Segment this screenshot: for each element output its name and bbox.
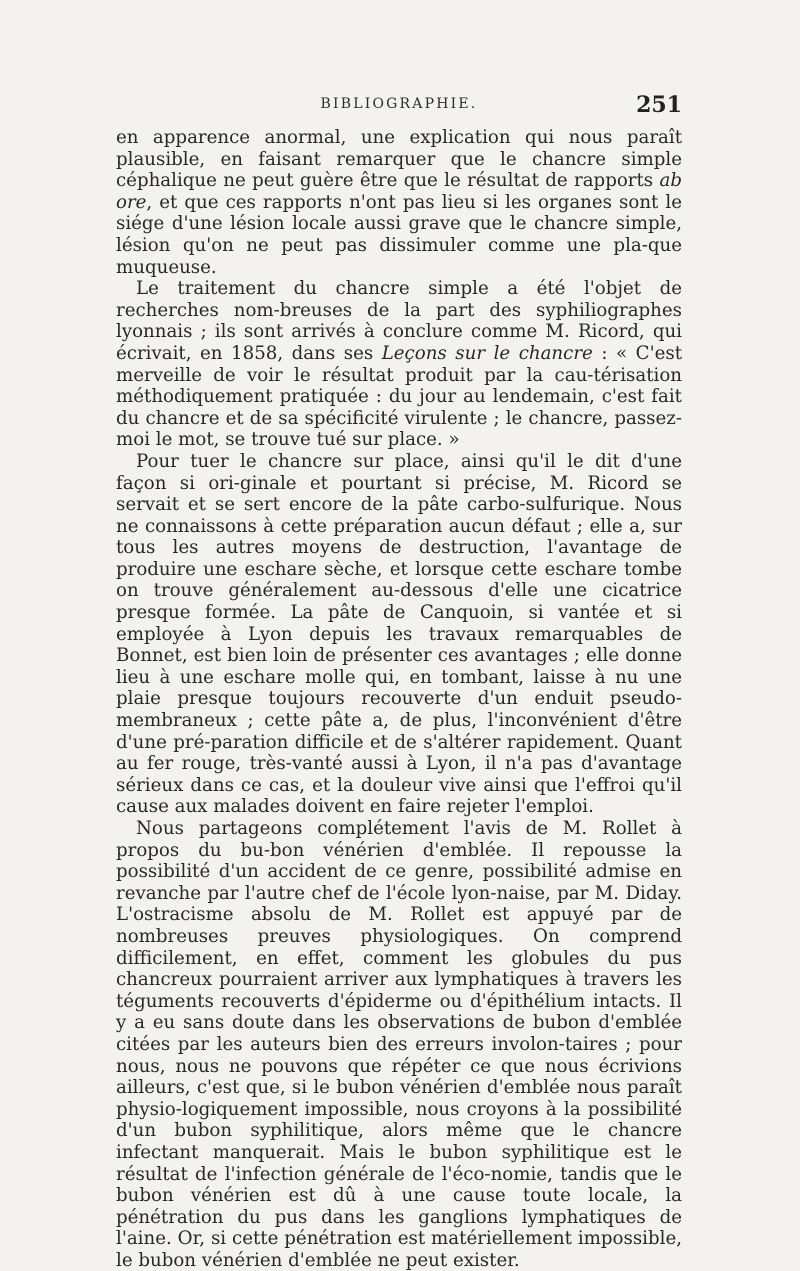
paragraph: [116, 278, 682, 451]
paragraph: [116, 451, 682, 818]
text-run: en apparence anormal, une explication qui nous paraît plausible, en faisant remarquer que le chancre simple céphalique ne peut guère être que le résultat de rapports: [116, 127, 682, 192]
body-text: [116, 127, 682, 1271]
paragraph: [116, 127, 682, 278]
text-run: : « C'est merveille de voir le résultat produit par la cau-térisation méthodiquement pratiquée : du jour au lendemain, c'est fait du chancre et de sa spécificité virulente ; le chancre, passez-moi le mot, se trouve tué sur place. »: [116, 342, 683, 451]
text-run: Nous partageons complétement l'avis de M. Rollet à propos du bu-bon vénérien d'emblée. Il repousse la possibilité d'un accident de ce genre, possibilité admise en revanche par l'autre chef de l'école lyon-naise, par M. Diday. L'ostracisme absolu de M. Rollet est appuyé par de nombreuses preuves physiologiques. On comprend difficilement, en effet, comment les globules du pus chancreux pourraient arriver aux lymphatiques à travers les téguments recouverts d'épiderme ou d'épithélium intacts. Il y a eu sans doute dans les observations de bubon d'emblée citées par les auteurs bien des erreurs involon-taires ; pour nous, nous ne pouvons que répéter ce que nous écrivions ailleurs, c'est que, si le bubon vénérien d'emblée nous paraît physio-logiquement impossible, nous croyons à la possibilité d'un bubon syphilitique, alors même que le chancre infectant manquerait. Mais le bubon syphilitique est le résultat de l'infection générale de l'éco-nomie, tandis que le bubon vénérien est dû à une cause toute locale, la pénétration du pus dans les ganglions lymphatiques de l'aine. Or, si cette pénétration est matériellement impossible, le bubon vénérien d'emblée ne peut exister.: [116, 818, 682, 1271]
paragraph: [116, 818, 682, 1271]
running-title: BIBLIOGRAPHIE.: [320, 96, 478, 112]
italic-text-run: Leçons sur le chancre: [381, 342, 593, 364]
running-head: [116, 92, 682, 122]
page-number: 251: [636, 92, 682, 118]
text-run: , et que ces rapports n'ont pas lieu si les organes sont le siége d'une lésion locale aussi grave que le chancre simple, lésion qu'on ne peut pas dissimuler comme une pla-que muqueuse.: [116, 191, 682, 278]
text-run: Pour tuer le chancre sur place, ainsi qu'il le dit d'une façon si ori-ginale et pourtant si précise, M. Ricord se servait et se sert encore de la pâte carbo-sulfurique. Nous ne connaissons à cette préparation aucun défaut ; elle a, sur tous les autres moyens de destruction, l'avantage de produire une eschare sèche, et lorsque cette eschare tombe on trouve généralement au-dessous d'elle une cicatrice presque formée. La pâte de Canquoin, si vantée et si employée à Lyon depuis les travaux remarquables de Bonnet, est bien loin de présenter ces avantages ; elle donne lieu à une eschare molle qui, en tombant, laisse à nu une plaie presque toujours recouverte d'un enduit pseudo-membraneux ; cette pâte a, de plus, l'inconvénient d'être d'une pré-paration difficile et de s'altérer rapidement. Quant au fer rouge, très-vanté aussi à Lyon, il n'a pas d'avantage sérieux dans ce cas, et la douleur vive ainsi que l'effroi qu'il cause aux malades doivent en faire rejeter l'emploi.: [116, 450, 682, 818]
text-run: Le traitement du chancre simple a été l'objet de recherches nom-breuses de la part des syphiliographes lyonnais ; ils sont arrivés à conclure comme M. Ricord, qui écrivait, en 1858, dans ses: [116, 278, 682, 364]
italic-text-run: ab ore: [116, 170, 682, 213]
